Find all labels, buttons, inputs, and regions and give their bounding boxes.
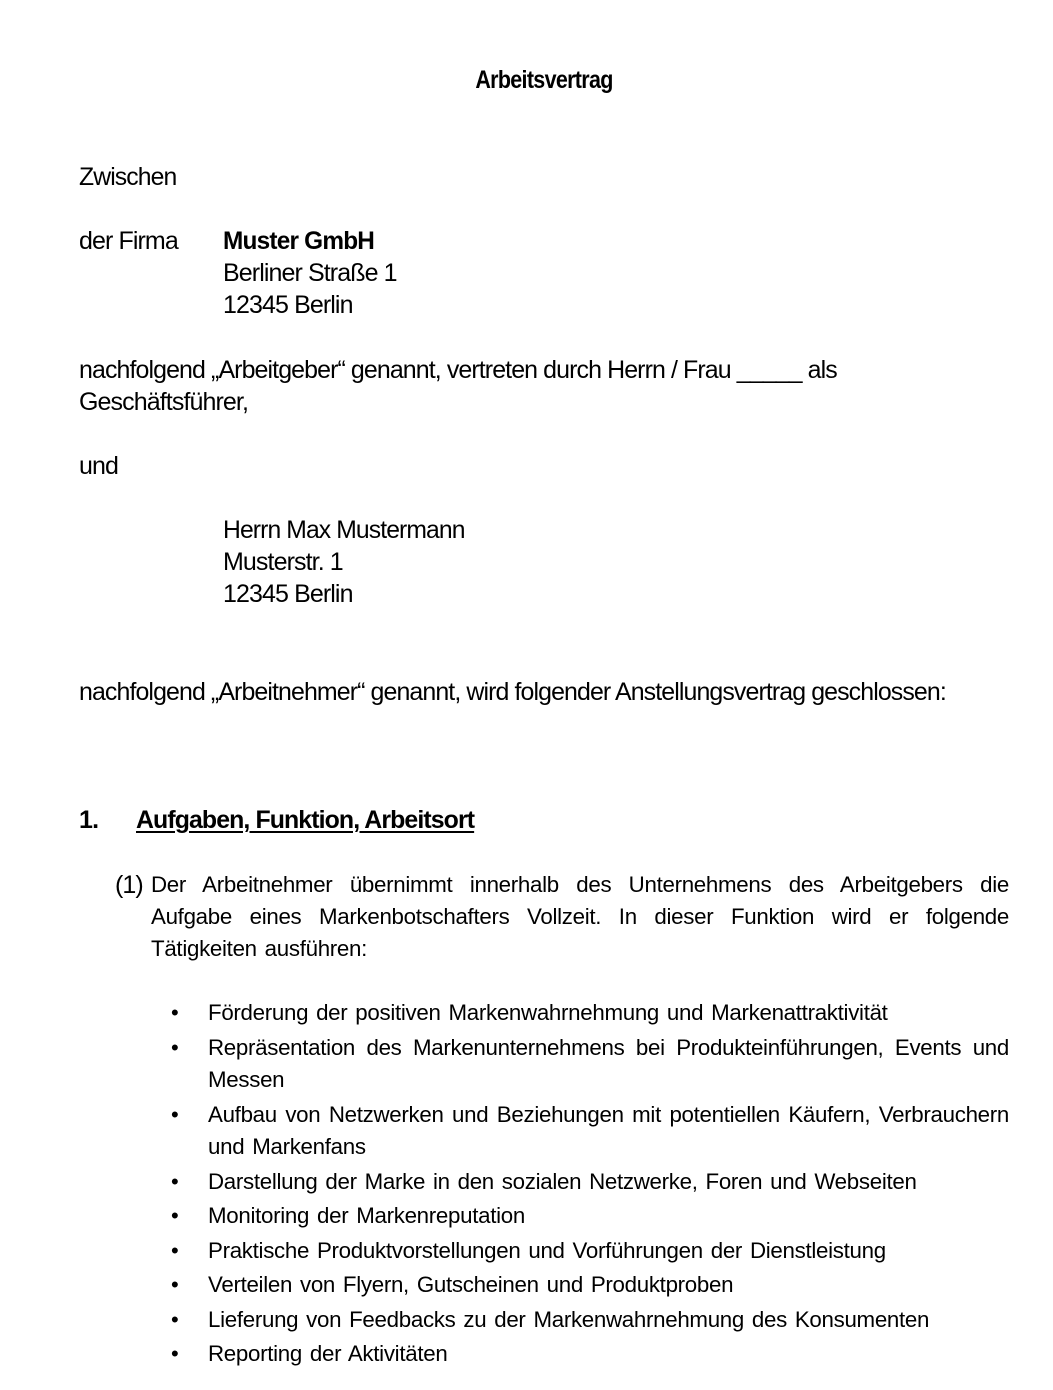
- bullet-icon: •: [171, 1203, 179, 1228]
- and-text: und: [79, 452, 119, 480]
- employer-city: 12345 Berlin: [223, 291, 353, 319]
- section-number: 1.: [79, 806, 99, 834]
- employer-street: Berliner Straße 1: [223, 259, 397, 287]
- employer-name: Muster GmbH: [223, 227, 375, 255]
- task-text: Förderung der positiven Markenwahrnehmung und Markenattraktivität: [208, 1000, 888, 1025]
- employee-city: 12345 Berlin: [223, 580, 353, 608]
- list-item: [0, 1235, 1009, 1268]
- task-text: Reporting der Aktivitäten: [208, 1341, 448, 1366]
- task-text: Verteilen von Flyern, Gutscheinen und Produktproben: [208, 1272, 734, 1297]
- task-text: Lieferung von Feedbacks zu der Markenwahrnehmung des Konsumenten: [208, 1306, 930, 1332]
- list-item: [0, 1099, 1009, 1164]
- task-text: Darstellung der Marke in den sozialen Netzwerke, Foren und Webseiten: [208, 1168, 917, 1194]
- list-item: [0, 1338, 1009, 1371]
- paragraph-text: Der Arbeitnehmer übernimmt innerhalb des Unternehmens des Arbeitgebers die Aufgabe eines Markenbotschafters Vollzeit. In dieser Funktion wird er folgende Tätigkeiten ausführen:: [151, 872, 1009, 961]
- bullet-icon: •: [171, 1034, 179, 1060]
- between-text: Zwischen: [79, 163, 177, 191]
- task-text: Repräsentation des Markenunternehmens bei Produkteinführungen, Events und Messen: [208, 1034, 1009, 1092]
- task-list: [0, 997, 1053, 1373]
- employer-clause-line1: nachfolgend „Arbeitgeber“ genannt, vertreten durch Herrn / Frau _____ als: [79, 356, 837, 384]
- list-item: [0, 1304, 1009, 1337]
- list-item: [0, 1200, 1009, 1233]
- bullet-icon: •: [171, 1000, 179, 1025]
- task-text: Monitoring der Markenreputation: [208, 1203, 525, 1228]
- document-title: Arbeitsvertrag: [475, 66, 613, 94]
- section-title: Aufgaben, Funktion, Arbeitsort: [136, 806, 475, 834]
- employee-clause: nachfolgend „Arbeitnehmer“ genannt, wird folgender Anstellungsvertrag geschlossen:: [79, 678, 946, 706]
- list-item: [0, 1269, 1009, 1302]
- bullet-icon: •: [171, 1237, 179, 1263]
- bullet-icon: •: [171, 1272, 179, 1297]
- bullet-icon: •: [171, 1306, 179, 1332]
- bullet-icon: •: [171, 1341, 179, 1366]
- list-item: [0, 1032, 1009, 1097]
- employee-name: Herrn Max Mustermann: [223, 516, 465, 544]
- list-item: [0, 1166, 1009, 1199]
- paragraph-number: (1): [115, 871, 143, 899]
- task-text: Aufbau von Netzwerken und Beziehungen mit potentiellen Käufern, Verbrauchern und Markenfans: [208, 1101, 1009, 1159]
- bullet-icon: •: [171, 1101, 179, 1127]
- bullet-icon: •: [171, 1168, 179, 1194]
- employer-label: der Firma: [79, 227, 178, 255]
- list-item: [0, 997, 1009, 1030]
- employer-clause-line2: Geschäftsführer,: [79, 388, 249, 416]
- employee-street: Musterstr. 1: [223, 548, 343, 576]
- task-text: Praktische Produktvorstellungen und Vorführungen der Dienstleistung: [208, 1237, 886, 1263]
